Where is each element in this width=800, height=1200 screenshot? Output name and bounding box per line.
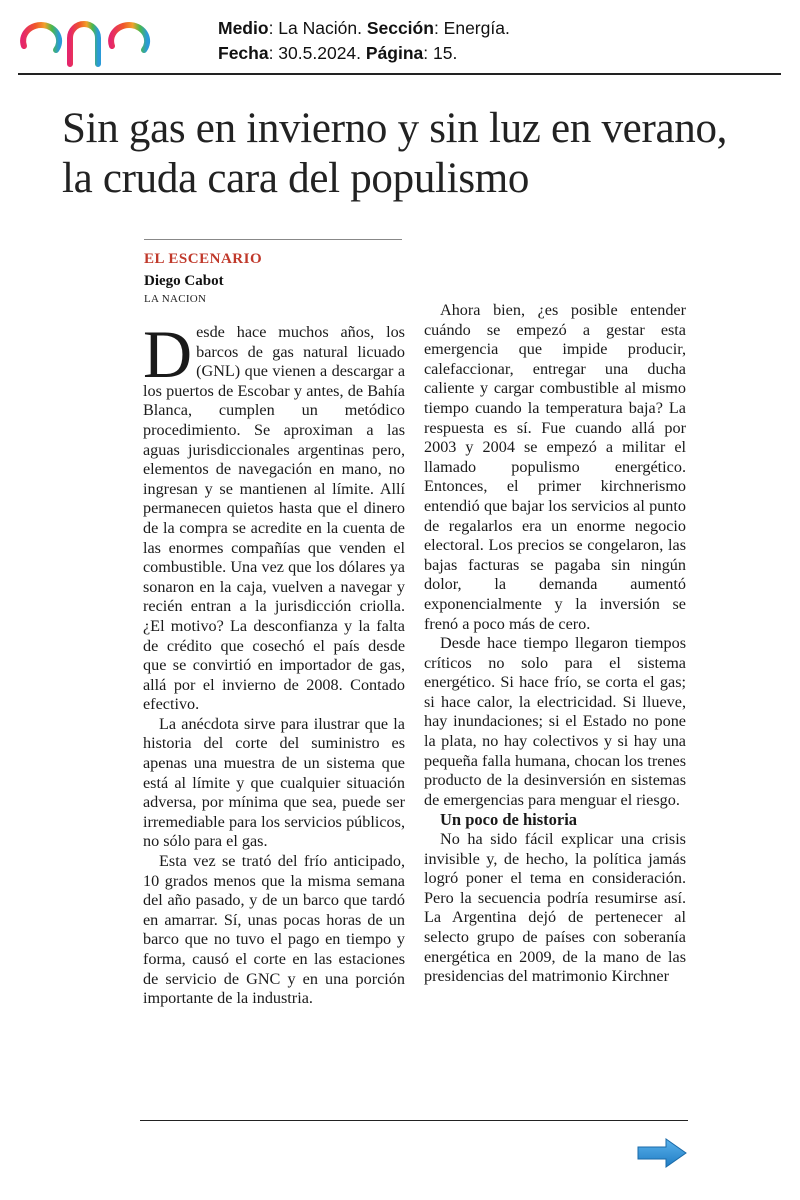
fecha-value: : 30.5.2024. bbox=[268, 43, 366, 63]
article-column-2 bbox=[424, 301, 686, 987]
right-arrow-icon[interactable] bbox=[636, 1137, 688, 1169]
article-column-1 bbox=[143, 316, 405, 1009]
pagina-value: : 15. bbox=[423, 43, 458, 63]
byline-top-rule bbox=[144, 239, 402, 240]
outlet-name: LA NACION bbox=[144, 293, 207, 305]
article-headline: Sin gas en invierno y sin luz en verano, la cruda cara del populismo bbox=[62, 105, 728, 202]
pagina-label: Página bbox=[365, 43, 424, 63]
section-tag: EL ESCENARIO bbox=[144, 251, 263, 267]
paragraph-text: esde hace muchos años, los barcos de gas natural licuado (GNL) que vienen a descargar a los puertos de Escobar y antes, de Bahía Blanca, cumplen un metódico procedimiento. Se aproximan a las aguas jurisdiccionales argentinas pero, elementos de navegación en mano, no ingresan y se mantienen al límite. Allí permanecen quietos hasta que el dinero de la compra se acredite en la cuenta de las enormes compañías que venden el combustible. Una vez que los dólares ya sonaron en la caja, vuelven a navegar y recién entran a la jurisdicción criolla. ¿El motivo? La desconfianza y la falta de crédito que cosechó el país desde que se convirtió en importador de gas, allá por el invierno de 2008. Contado efectivo. bbox=[143, 323, 405, 714]
paragraph: La anécdota sirve para ilustrar que la historia del corte del suministro es apenas una muestra de un sistema que está al límite y que cualquier situación adversa, por mínima que sea, puede ser irremediable para los servicios públicos, no sólo para el gas. bbox=[143, 714, 405, 851]
paragraph bbox=[143, 316, 405, 715]
article-bottom-rule bbox=[140, 1120, 688, 1121]
paragraph: No ha sido fácil explicar una crisis invisible y, de hecho, la política jamás logró poner el tema en consideración. Pero la secuencia podría resumirse así. La Argentina dejó de pertenecer al selecto grupo de países con soberanía energética en 2009, de la mano de las presidencias del matrimonio Kirchner bbox=[424, 830, 686, 986]
paragraph: Esta vez se trató del frío anticipado, 10 grados menos que la misma semana del año pasado, y de un barco que tardó en amarrar. Sí, unas pocas horas de un barco que no tuvo el pago en tiempo y forma, causó el corte en las estaciones de servicio de GNC y en una porción importante de la industria. bbox=[143, 852, 405, 1008]
header-divider bbox=[18, 73, 781, 75]
dropcap: D bbox=[143, 316, 193, 392]
paragraph: Desde hace tiempo llegaron tiempos críticos no solo para el sistema energético. Si hace frío, se corta el gas; si hace calor, la electricidad. Si llueve, hay inundaciones; si el Estado no pone la plata, no hay colectivos y si hay una pequeña falla humana, chocan los trenes producto de la desinversión en sistemas de emergencias para menguar el riesgo. bbox=[424, 634, 686, 809]
enel-logo bbox=[16, 6, 192, 70]
seccion-value: : Energía. bbox=[433, 18, 510, 38]
document-metadata bbox=[218, 16, 510, 66]
medio-label: Medio bbox=[218, 18, 269, 38]
subheading: Un poco de historia bbox=[440, 810, 578, 830]
seccion-label: Sección bbox=[366, 18, 434, 38]
fecha-label: Fecha bbox=[218, 43, 269, 63]
paragraph: Ahora bien, ¿es posible entender cuándo se empezó a gestar esta emergencia que impide producir, calefaccionar, entregar una ducha caliente y cargar combustible al mismo tiempo cuando la temperatura baja? La respuesta es sí. Fue cuando allá por 2003 y 2004 se empezó a militar el llamado populismo energético. Entonces, el primer kirchnerismo entendió que bajar los servicios al punto de regalarlos era un enorme negocio electoral. Los precios se congelaron, las bajas facturas se pagaba sin ningún dolor, la demanda aumentó exponencialmente y la inversión se frenó a poco más de cero. bbox=[424, 301, 686, 633]
author-name: Diego Cabot bbox=[144, 273, 224, 289]
medio-value: : La Nación. bbox=[268, 18, 367, 38]
